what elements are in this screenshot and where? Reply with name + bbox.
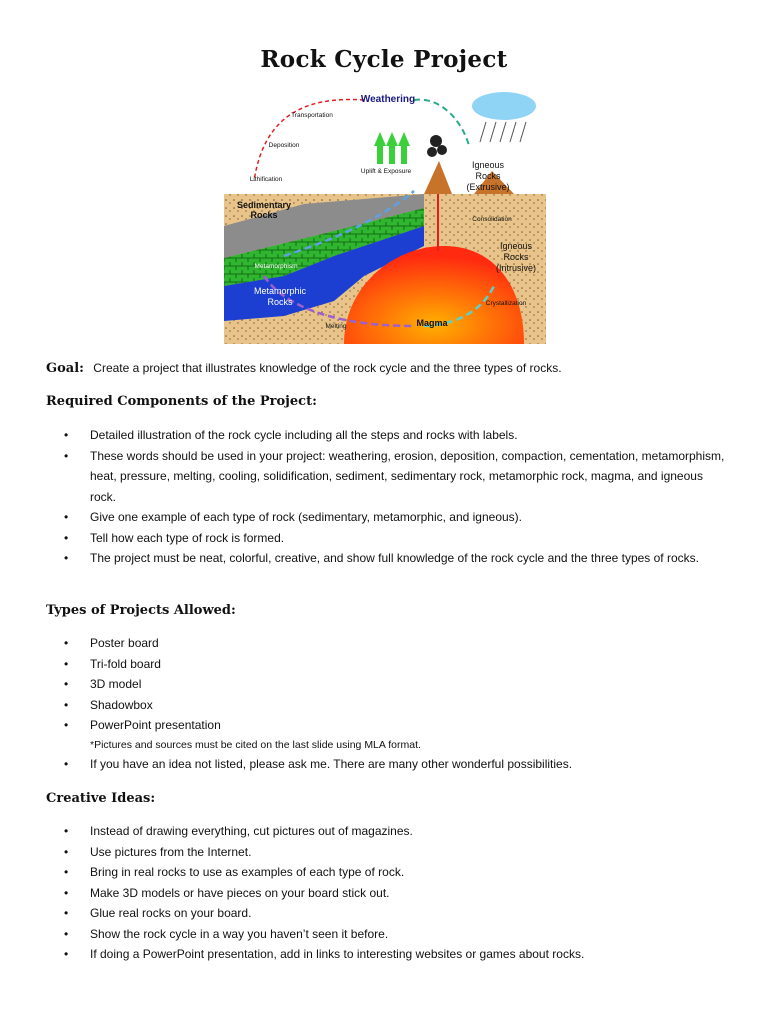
bullet-icon: • (64, 677, 69, 691)
bullet-icon: • (64, 697, 69, 712)
list-item: • Shadowbox (0, 695, 730, 716)
label-metamorphic-2: Rocks (267, 297, 293, 307)
label-consolidation: Consolidation (472, 216, 512, 223)
smoke-cloud (430, 135, 442, 147)
bullet-icon: • (64, 865, 69, 879)
section-heading-required: Required Components of the Project: (46, 394, 317, 409)
list-item: • These words should be used in your project: weathering, erosion, deposition, compaction, cementation, metamorphism, heat, pressure, melting, cooling, solidification, sediment, sedimentary rock, metamorphic rock, magma, and igneous rock. (0, 446, 730, 508)
volcano (424, 161, 452, 194)
label-igneous-extrusive-1: Igneous (471, 160, 505, 170)
bullet-icon: • (64, 718, 69, 732)
list-item: • Tell how each type of rock is formed. (0, 528, 730, 549)
label-igneous-extrusive-3: (Extrusive) (466, 182, 510, 192)
list-item: • Tri-fold board (0, 654, 730, 675)
bullet-icon: • (64, 530, 69, 545)
rock-cycle-illustration (224, 86, 546, 344)
goal-label: Goal: (46, 361, 84, 376)
label-igneous-intrusive-3: (Intrusive) (495, 263, 537, 273)
bullet-icon: • (64, 885, 69, 900)
rain-cloud (472, 92, 536, 120)
label-magma: Magma (416, 318, 448, 328)
list-item: • Poster board (0, 633, 730, 654)
list-note: *Pictures and sources must be cited on the last slide using MLA format. (90, 738, 421, 751)
list-item: • Show the rock cycle in a way you haven’t seen it before. (0, 924, 730, 945)
list-item: • 3D model (0, 674, 730, 695)
label-sedimentary-2: Rocks (250, 210, 278, 220)
bullet-icon: • (64, 844, 69, 859)
required-list (0, 425, 768, 569)
goal-line (46, 361, 746, 376)
uplift-arrows (374, 132, 410, 164)
list-item: • Glue real rocks on your board. (0, 903, 730, 924)
list-item: • Bring in real rocks to use as examples of each type of rock. (0, 862, 730, 883)
goal-text: Create a project that illustrates knowledge of the rock cycle and the three types of rocks. (93, 361, 562, 375)
label-lithification: Lithification (249, 176, 283, 183)
list-item: • PowerPoint presentation (0, 715, 730, 736)
rock-cycle-diagram (224, 86, 546, 344)
label-crystallization: Crystallization (485, 300, 527, 307)
list-item: • If doing a PowerPoint presentation, add in links to interesting websites or games about rocks. (0, 944, 730, 965)
list-item: • The project must be neat, colorful, creative, and show full knowledge of the rock cycle and the three types of rocks. (0, 548, 730, 569)
label-igneous-intrusive-2: Rocks (503, 252, 529, 262)
bullet-icon: • (64, 428, 69, 442)
page-title: Rock Cycle Project (260, 46, 508, 73)
section-heading-types: Types of Projects Allowed: (46, 603, 236, 618)
label-transportation: Transportation (291, 112, 333, 119)
list-item: • If you have an idea not listed, please ask me. There are many other wonderful possibilities. (0, 754, 730, 775)
list-item: • Instead of drawing everything, cut pictures out of magazines. (0, 821, 730, 842)
list-item: • Detailed illustration of the rock cycle including all the steps and rocks with labels. (0, 425, 730, 446)
list-item: • Make 3D models or have pieces on your board stick out. (0, 883, 730, 904)
label-sedimentary-1: Sedimentary (236, 200, 292, 210)
label-deposition: Deposition (268, 142, 300, 149)
bullet-icon: • (64, 947, 69, 961)
list-item: • Give one example of each type of rock (sedimentary, metamorphic, and igneous). (0, 507, 730, 528)
bullet-icon: • (64, 551, 69, 565)
bullet-icon: • (64, 926, 69, 941)
bullet-icon: • (64, 510, 69, 524)
label-metamorphism: Metamorphism (254, 263, 298, 270)
creative-ideas-list (0, 821, 768, 965)
label-melting: Melting (325, 323, 347, 330)
project-types-list (0, 633, 768, 774)
section-heading-creative: Creative Ideas: (46, 791, 156, 806)
bullet-icon: • (64, 906, 69, 920)
label-metamorphic-1: Metamorphic (253, 286, 307, 296)
bullet-icon: • (64, 824, 69, 838)
bullet-icon: • (64, 656, 69, 671)
label-weathering: Weathering (360, 94, 416, 105)
bullet-icon: • (64, 756, 69, 771)
label-uplift: Uplift & Exposure (360, 168, 412, 175)
bullet-icon: • (64, 448, 69, 463)
label-igneous-extrusive-2: Rocks (475, 171, 501, 181)
list-item: • Use pictures from the Internet. (0, 842, 730, 863)
label-igneous-intrusive-1: Igneous (499, 241, 533, 251)
bullet-icon: • (64, 636, 69, 650)
